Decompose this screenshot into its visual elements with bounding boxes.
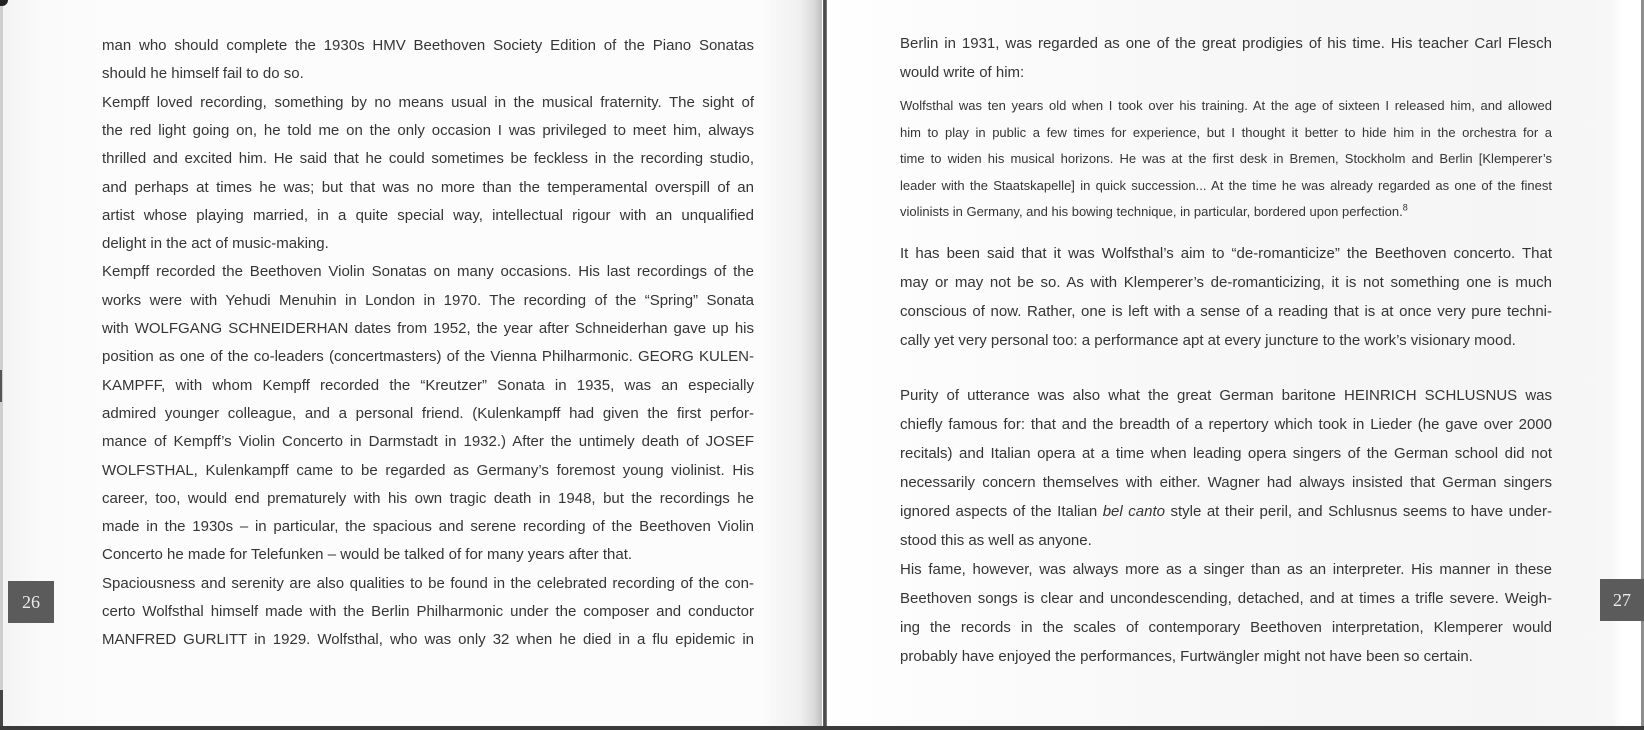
body-text-line: Beethoven songs is clear and uncondescending, detached, and at times a trifle severe. Weigh-	[900, 590, 1552, 607]
quote-text-line: violinists in Germany, and his bowing technique, in particular, bordered upon perfection.$^8$	[900, 203, 1408, 220]
body-text-line: would write of him:	[900, 64, 1025, 81]
quote-text-line: him to play in public a few times for experience, but I thought it better to hide him in the orchestra for a	[900, 124, 1552, 140]
edge-mark	[0, 690, 3, 730]
body-text-line: Concerto he made for Telefunken – would be talked of for many years after that.	[102, 546, 633, 564]
body-text-line: It has been said that it was Wolfsthal’s aim to “de-romanticize” the Beethoven concerto. That	[900, 245, 1552, 262]
body-text-line: the red light going on, he told me on the only occasion I was privileged to meet him, always	[102, 121, 754, 139]
body-text-line: chiefly famous for: that and the breadth of a repertory which took in Lieder (he gave over 2000	[900, 416, 1552, 433]
body-text-line: position as one of the co-leaders (concertmasters) of the Vienna Philharmonic. GEORG KULEN-	[102, 348, 754, 366]
body-text-line: conscious of now. Rather, one is left with a sense of a reading that is at once very pure techni-	[900, 303, 1552, 320]
body-text-line: certo Wolfsthal himself made with the Berlin Philharmonic under the composer and conductor	[102, 603, 754, 620]
body-text-line: Berlin in 1931, was regarded as one of the great prodigies of his time. His teacher Carl Flesch	[900, 35, 1552, 52]
page-number-right: 27	[1600, 579, 1644, 621]
italic-term: bel canto	[1102, 503, 1165, 520]
body-text-line: man who should complete the 1930s HMV Beethoven Society Edition of the Piano Sonatas	[102, 37, 754, 54]
body-text-line: works were with Yehudi Menuhin in London in 1970. The recording of the “Spring” Sonata	[102, 291, 754, 309]
body-text-line: admired younger colleague, and a personal friend. (Kulenkampff had given the first perfor-	[102, 404, 754, 422]
book-spine	[823, 0, 827, 730]
body-text-line: WOLFSTHAL, Kulenkampff came to be regarded as Germany’s foremost young violinist. His	[102, 461, 754, 479]
quote-text-line: time to widen his musical horizons. He was at the first desk in Bremen, Stockholm and Berlin [Klemperer’s	[900, 151, 1552, 167]
bottom-page-edge	[0, 726, 1644, 730]
body-text-line: artist whose playing married, in a quite special way, intellectual rigour with an unqualified	[102, 206, 754, 224]
page-number-left: 26	[8, 581, 54, 623]
footnote-marker: 8	[1402, 203, 1408, 214]
body-text-line: made in the 1930s – in particular, the spacious and serene recording of the Beethoven Violin	[102, 518, 754, 536]
body-text-line: with WOLFGANG SCHNEIDERHAN dates from 1952, the year after Schneiderhan gave up his	[102, 320, 754, 337]
body-text-line: Spaciousness and serenity are also qualities to be found in the celebrated recording of the con-	[102, 574, 754, 592]
body-text-line: may or may not be so. As with Klemperer’s de-romanticizing, it is not something one is much	[900, 274, 1552, 291]
body-text-line: cally yet very personal too: a performance apt at every juncture to the work’s visionary mood.	[900, 332, 1516, 349]
body-text-line: Purity of utterance was also what the great German baritone HEINRICH SCHLUSNUS was	[900, 387, 1552, 404]
body-text-line: should he himself fail to do so.	[102, 65, 304, 83]
body-text-line: KAMPFF, with whom Kempff recorded the “Kreutzer” Sonata in 1935, was an especially	[102, 376, 754, 394]
quote-text-line: leader with the Staatskapelle] in quick succession... At the time he was already regarded as one of the finest	[900, 177, 1552, 193]
body-text-line: ing the records in the scales of contemporary Beethoven interpretation, Klemperer would	[900, 619, 1552, 636]
body-text-line: and perhaps at times he was; but that was no more than the temperamental overspill of an	[102, 178, 754, 196]
body-text-line: recitals) and Italian opera at a time when leading opera singers of the German school did not	[900, 445, 1552, 462]
body-text-line: thrilled and excited him. He said that he could sometimes be feckless in the recording studio,	[102, 150, 754, 168]
body-text-line: career, too, would end prematurely with his own tragic death in 1948, but the recordings he	[102, 489, 754, 507]
quote-text-line: Wolfsthal was ten years old when I took over his training. At the age of sixteen I released him, and allowed	[900, 98, 1552, 113]
body-text-line: MANFRED GURLITT in 1929. Wolfsthal, who was only 32 when he died in a flu epidemic in	[102, 631, 754, 649]
body-text-line: probably have enjoyed the performances, Furtwängler might not have been so certain.	[900, 648, 1473, 665]
body-text-line: Kempff loved recording, something by no means usual in the musical fraternity. The sight of	[102, 93, 754, 111]
body-text-line: necessarily concern themselves with either. Wagner had always insisted that German singers	[900, 474, 1552, 491]
left-page-edge	[0, 0, 3, 730]
body-text-line: ignored aspects of the Italian bel canto style at their peril, and Schlusnus seems to have under-	[900, 503, 1552, 520]
body-text-line: mance of Kempff’s Violin Concerto in Darmstadt in 1932.) After the untimely death of JOSEF	[102, 433, 754, 451]
body-text-line: delight in the act of music-making.	[102, 235, 329, 253]
body-text-line: His fame, however, was always more as a singer than as an interpreter. His manner in these	[900, 561, 1552, 578]
body-text-line: Kempff recorded the Beethoven Violin Sonatas on many occasions. His last recordings of the	[102, 263, 754, 281]
body-text-line: stood this as well as anyone.	[900, 532, 1092, 549]
edge-mark	[0, 370, 2, 402]
